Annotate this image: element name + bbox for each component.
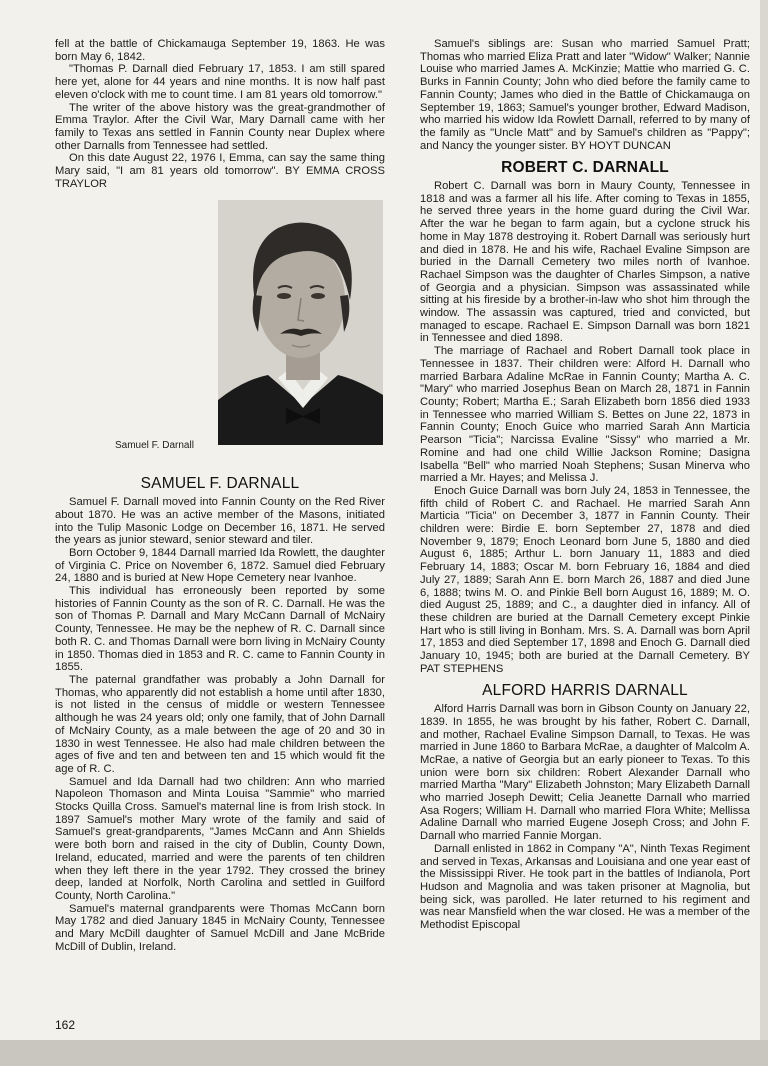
- robert-paragraph-2: The marriage of Rachael and Robert Darnall took place in Tennessee in 1837. Their children were: Alford H. Darnall who married Barbara Adaline McRae in Fannin County; Martha A. C. "Mary" who married Josephus Bean on March 28, 1871 in Fannin County; Robert; Martha E.; Sarah Elizabeth born 1856 died 1933 in Tennessee who married William S. Bettes on June 22, 1873 in Fannin County; Enoch Guice who married Sarah Ann Marticia Pearson "Ticia"; Narcissa Evaline "Sissy" who married a Mr. Romine and had one child Willie Jackson Romine; Dasigna Isabella "Bell" who married Noah Stephens; Susan Minerva who married a Mr. Hayes; and Melissa J.: [420, 345, 750, 485]
- section-heading-samuel: SAMUEL F. DARNALL: [140, 475, 300, 493]
- samuel-paragraph-3: This individual has erroneously been reported by some histories of Fannin County as the son of R. C. Darnall. He was the son of Thomas P. Darnall and Mary McCann Darnall of McNairy County, Tennessee. He may be the nephew of R. C. Darnall since both R. C. and Thomas Darnall were born living in McNairy County in 1850. Thomas died in 1853 and R. C. came to Fannin County in 1855.: [55, 585, 385, 674]
- photo-caption: Samuel F. Darnall: [115, 440, 194, 452]
- robert-paragraph-3: Enoch Guice Darnall was born July 24, 1853 in Tennessee, the fifth child of Robert C. and Rachael. He married Sarah Ann Marticia "Ticia" on December 3, 1877 in Fannin County. Their children were: Birdie E. born September 27, 1878 and died November 9, 1879; Enoch Leonard born June 5, 1880 and died August 6, 1885; Arthur L. born January 11, 1883 and died February 14, 1883; Oscar M. born February 16, 1884 and died July 27, 1889; Sarah Ann E. born March 26, 1887 and died June 6, 1888; twins M. O. and Pinkie Bell born August 16, 1889; M. O. died August 25, 1889; and C., a daughter died in infancy. All of these children are buried at the Darnall Cemetery except Pinkie Hart who is still living in Bonham. Mrs. S. A. Darnall was born April 17, 1853 and died September 17, 1898 and Enoch G. Darnall died January 10, 1945; both are buried at the Darnall Cemetery. BY PAT STEPHENS: [420, 484, 750, 675]
- portrait-photo: [218, 200, 383, 445]
- samuel-paragraph-6: Samuel's maternal grandparents were Thomas McCann born May 1782 and died January 1845 in McNairy County, Tennessee and Mary McDill daughter of Samuel McDill and Jane McBride McDill of Dublin, Ireland.: [55, 902, 385, 953]
- page-number: 162: [55, 1018, 76, 1032]
- section-heading-alford: ALFORD HARRIS DARNALL: [482, 682, 688, 700]
- right-column: [420, 38, 750, 932]
- alford-paragraph-2: Darnall enlisted in 1862 in Company "A", Ninth Texas Regiment and served in Texas, Arkansas and Louisiana and one year east of the Mississippi River. He took part in the battles of Indianola, Port Hudson and Magnolia and was taken prisoner at Magnolia, but being sick, was parolled. He later returned to his regiment and was near Mansfield when the war closed. He was a member of the Methodist Episcopal: [420, 842, 750, 932]
- left-intro-paragraph-1: fell at the battle of Chickamauga September 19, 1863. He was born May 6, 1842.: [55, 38, 385, 63]
- samuel-paragraph-1: Samuel F. Darnall moved into Fannin County on the Red River about 1870. He was an active member of the Masons, initiated into the Tulip Masonic Lodge on December 16, 1871. He served the years as junior steward, senior steward and tiler.: [55, 496, 385, 547]
- left-intro-paragraph-2: "Thomas P. Darnall died February 17, 1853. I am still spared here yet, alone for 44 years and nine months. It is now half past eleven o'clock with me to count time. I am 81 years old tomorrow.": [55, 63, 385, 101]
- portrait-block: [55, 200, 385, 468]
- scan-border: [0, 1040, 768, 1066]
- section-heading-robert: ROBERT C. DARNALL: [501, 159, 669, 177]
- right-intro-paragraph-1: Samuel's siblings are: Susan who married Samuel Pratt; Thomas who married Eliza Pratt and later "Widow" Walker; Nannie Louise who married James A. McKinzie; Mattie who married G. C. Burks in Fannin County; John who died before the family came to Fannin County; James who died in the Battle of Chickamauga on September 19, 1863; Samuel's younger brother, Edward Madison, who married his widow Ida Rowlett Darnall, referred to by many of the family as "Uncle Matt" and by Samuel's children as "Pappy"; and Nancy the younger sister. BY HOYT DUNCAN: [420, 38, 750, 152]
- samuel-paragraph-4: The paternal grandfather was probably a John Darnall for Thomas, who apparently did not establish a home until after 1830, is not listed in the census of middle or western Tennessee although he was 24 years old; only one family, that of John Darnall of McNairy County, as a male between the age of 20 and 30 in 1830 in west Tennessee. He also had male children between the ages of five and ten and between ten and 15 which would fit the age of R. C.: [55, 673, 385, 775]
- samuel-paragraph-2: Born October 9, 1844 Darnall married Ida Rowlett, the daughter of Virginia C. Price on November 6, 1872. Samuel died February 24, 1880 and is buried at New Hope Cemetery near Ivanhoe.: [55, 546, 385, 585]
- robert-paragraph-1: Robert C. Darnall was born in Maury County, Tennessee in 1818 and was a farmer all his life. After coming to Texas in 1855, he served three years in the home guard during the Civil War. After the war he began to farm again, but a cyclone struck his home in May 1878 destroying it. Robert Darnall was seriously hurt and died in 1878. He and his wife, Rachael Evaline Simpson are buried in the Darnall Cemetery two miles north of Ivanhoe. Rachael Simpson was the daughter of Charles Simpson, a native of Georgia and a physician. Simpson was assassinated while sitting at his fireside by a brother-in-law who shot him through the window. The assassin was captured, tried and convicted, but managed to escape. Rachael E. Simpson Darnall was born 1821 in Tennessee and died 1898.: [420, 180, 750, 345]
- alford-paragraph-1: Alford Harris Darnall was born in Gibson County on January 22, 1839. In 1855, he was brought by his father, Robert C. Darnall, and mother, Rachael Evaline Simpson Darnall, to Texas. He was married in June 1860 to Barbara McRae, a daughter of Malcolm A. McRae, a native of Georgia but an early pioneer to Texas. To this union were born six children: Robert Alexander Darnall who married Martha "Mary" Elizabeth Johnston; Mary Elizabeth Darnall who married Joseph Dewitt; Celia Jeanette Darnall who married Asa Rogers; William H. Darnall who married Flora White; Mellissa Adaline Darnall who married Eugene Joseph Cross; and John F. Darnall who married Fannie Morgan.: [420, 703, 750, 843]
- left-column: [55, 38, 385, 953]
- left-intro-paragraph-3: The writer of the above history was the great-grandmother of Emma Traylor. After the Civil War, Mary Darnall came with her family to Texas ans settled in Fannin County near Duplex where other Darnalls from Tennessee had settled.: [55, 101, 385, 152]
- left-intro-paragraph-4: On this date August 22, 1976 I, Emma, can say the same thing Mary said, "I am 81 years old tomorrow". BY EMMA CROSS TRAYLOR: [55, 152, 385, 190]
- samuel-paragraph-5: Samuel and Ida Darnall had two children: Ann who married Napoleon Thomason and Minta Louisa "Sammie" who married Stocks Quilla Cross. Samuel's maternal line is from Irish stock. In 1897 Samuel's mother Mary wrote of the family and said of Samuel's great-grandparents, "James McCann and Ann Shields were both born and raised in the city of Dublin, County Down, Ireland, educated, married and were the parents of ten children when they left there in the year 1792. They crossed the briney deep, landed at Norfolk, North Carolina and settled in Guilford County, North Carolina.": [55, 775, 385, 902]
- portrait-image: [218, 200, 383, 445]
